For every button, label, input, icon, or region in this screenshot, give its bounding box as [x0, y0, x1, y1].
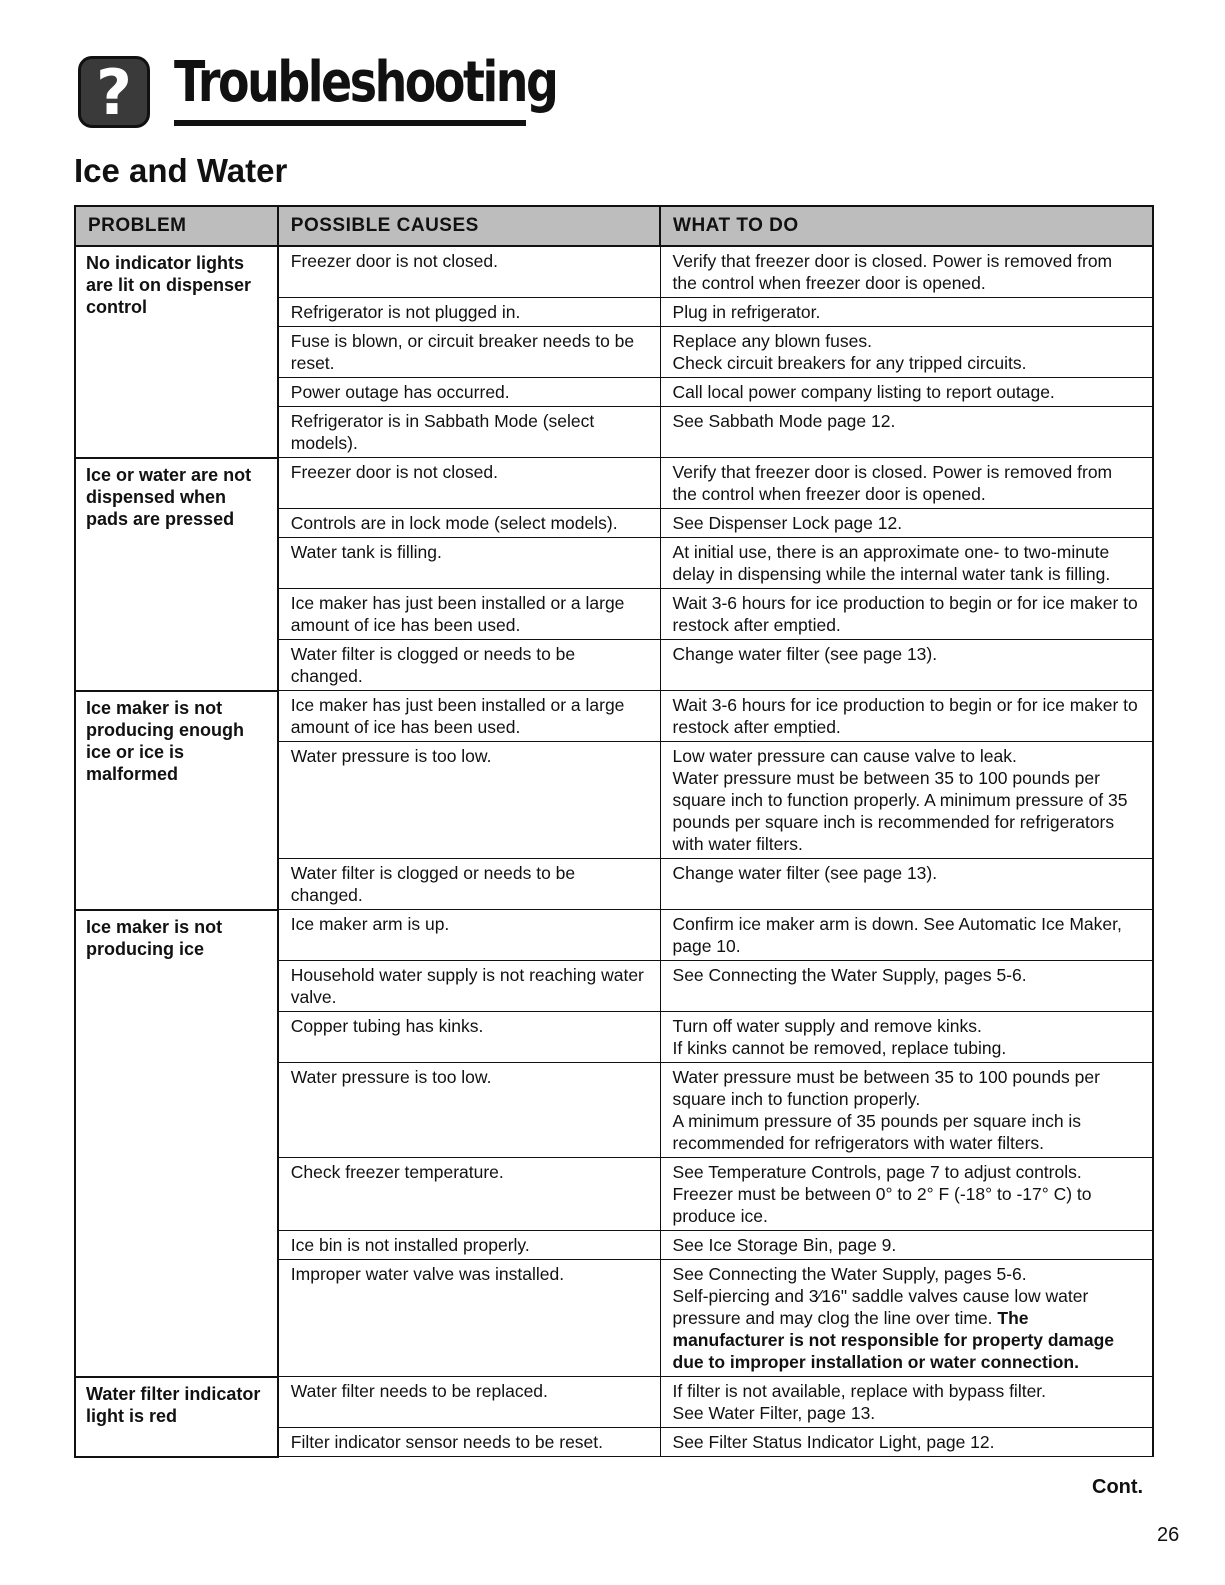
problem-cell: Ice or water are not dispensed when pads are pressed — [75, 458, 278, 691]
question-mark-icon: ? — [78, 56, 150, 128]
what-to-do-cell — [660, 1012, 1153, 1063]
problem-cell: Water filter indicator light is red — [75, 1377, 278, 1457]
what-to-do-cell — [660, 1260, 1153, 1377]
continued-label: Cont. — [1092, 1476, 1144, 1498]
what-to-do-cell — [660, 961, 1153, 1012]
problem-cell: Ice maker is not producing enough ice or ice is malformed — [75, 691, 278, 910]
what-to-do-text: Confirm ice maker arm is down. See Automatic Ice Maker, page 10. — [672, 914, 1122, 956]
cause-cell: Check freezer temperature. — [278, 1158, 660, 1231]
cause-cell: Refrigerator is in Sabbath Mode (select models). — [278, 407, 660, 458]
column-header-problem: PROBLEM — [75, 206, 278, 246]
what-to-do-cell — [660, 378, 1153, 407]
cause-cell: Water pressure is too low. — [278, 1063, 660, 1158]
cause-cell: Refrigerator is not plugged in. — [278, 298, 660, 327]
troubleshooting-table — [74, 205, 1154, 1458]
table-row — [75, 458, 1153, 509]
what-to-do-cell — [660, 246, 1153, 298]
what-to-do-cell — [660, 691, 1153, 742]
what-to-do-cell — [660, 589, 1153, 640]
what-to-do-cell — [660, 298, 1153, 327]
cause-cell: Power outage has occurred. — [278, 378, 660, 407]
what-to-do-text: Replace any blown fuses. Check circuit breakers for any tripped circuits. — [672, 331, 1027, 373]
what-to-do-text: See Dispenser Lock page 12. — [672, 513, 903, 533]
problem-cell: No indicator lights are lit on dispenser control — [75, 246, 278, 458]
what-to-do-cell — [660, 407, 1153, 458]
what-to-do-text: See Connecting the Water Supply, pages 5-6. Self-piercing and 3⁄16" saddle valves cause low water pressure and may clog the line over time. — [672, 1264, 1089, 1328]
cause-cell: Ice maker arm is up. — [278, 910, 660, 961]
liability-notice: The manufacturer is not responsible for property damage due to improper installation or water connection. — [672, 1308, 1114, 1372]
what-to-do-cell — [660, 1428, 1153, 1457]
cause-cell: Ice maker has just been installed or a large amount of ice has been used. — [278, 589, 660, 640]
problem-cell: Ice maker is not producing ice — [75, 910, 278, 1377]
table-row — [75, 691, 1153, 742]
what-to-do-cell — [660, 910, 1153, 961]
what-to-do-text: Change water filter (see page 13). — [672, 863, 938, 883]
what-to-do-cell — [660, 859, 1153, 910]
what-to-do-text: Change water filter (see page 13). — [672, 644, 938, 664]
what-to-do-text: Turn off water supply and remove kinks. If kinks cannot be removed, replace tubing. — [672, 1016, 1007, 1058]
page-header — [78, 48, 557, 130]
what-to-do-text: Call local power company listing to report outage. — [672, 382, 1055, 402]
section-title: Ice and Water — [74, 152, 288, 189]
cause-cell: Copper tubing has kinks. — [278, 1012, 660, 1063]
cause-cell: Ice maker has just been installed or a large amount of ice has been used. — [278, 691, 660, 742]
what-to-do-cell — [660, 1063, 1153, 1158]
what-to-do-text: Wait 3-6 hours for ice production to begin or for ice maker to restock after emptied. — [672, 695, 1138, 737]
column-header-causes: POSSIBLE CAUSES — [278, 206, 660, 246]
cause-cell: Water filter is clogged or needs to be changed. — [278, 859, 660, 910]
what-to-do-text: Wait 3-6 hours for ice production to begin or for ice maker to restock after emptied. — [672, 593, 1138, 635]
what-to-do-text: Water pressure must be between 35 to 100 pounds per square inch to function properly. A minimum pressure of 35 pounds per square inch is recommended for refrigerators with water filters. — [672, 1067, 1100, 1153]
what-to-do-cell — [660, 538, 1153, 589]
cause-cell: Water tank is filling. — [278, 538, 660, 589]
what-to-do-text: Low water pressure can cause valve to leak. Water pressure must be between 35 to 100 pounds per square inch to function properly. A minimum pressure of 35 pounds per square inch is recommended for refrigerators with water filters. — [672, 746, 1128, 854]
cause-cell: Freezer door is not closed. — [278, 458, 660, 509]
what-to-do-text: See Sabbath Mode page 12. — [672, 411, 896, 431]
table-row — [75, 1377, 1153, 1428]
cause-cell: Freezer door is not closed. — [278, 246, 660, 298]
what-to-do-cell — [660, 458, 1153, 509]
what-to-do-cell — [660, 1231, 1153, 1260]
what-to-do-cell — [660, 509, 1153, 538]
what-to-do-text: Plug in refrigerator. — [672, 302, 821, 322]
what-to-do-text: See Connecting the Water Supply, pages 5-6. — [672, 965, 1027, 985]
what-to-do-text: See Temperature Controls, page 7 to adjust controls. Freezer must be between 0° to 2° F (-18° to -17° C) to produce ice. — [672, 1162, 1092, 1226]
cause-cell: Water filter needs to be replaced. — [278, 1377, 660, 1428]
table-body — [75, 246, 1153, 1457]
what-to-do-cell — [660, 327, 1153, 378]
cause-cell: Improper water valve was installed. — [278, 1260, 660, 1377]
table-row — [75, 246, 1153, 298]
title-underline — [174, 120, 526, 126]
page-title: Troubleshooting — [174, 50, 557, 115]
what-to-do-text: See Filter Status Indicator Light, page 12. — [672, 1432, 995, 1452]
cause-cell: Ice bin is not installed properly. — [278, 1231, 660, 1260]
what-to-do-text: Verify that freezer door is closed. Power is removed from the control when freezer door is opened. — [672, 462, 1113, 504]
cause-cell: Fuse is blown, or circuit breaker needs to be reset. — [278, 327, 660, 378]
cause-cell: Water filter is clogged or needs to be changed. — [278, 640, 660, 691]
table-header-row — [75, 206, 1153, 246]
what-to-do-text: Verify that freezer door is closed. Power is removed from the control when freezer door is opened. — [672, 251, 1113, 293]
what-to-do-cell — [660, 640, 1153, 691]
what-to-do-cell — [660, 1377, 1153, 1428]
cause-cell: Water pressure is too low. — [278, 742, 660, 859]
what-to-do-cell — [660, 1158, 1153, 1231]
page-number: 26 — [1157, 1524, 1180, 1546]
table-row — [75, 910, 1153, 961]
what-to-do-cell — [660, 742, 1153, 859]
what-to-do-text: At initial use, there is an approximate one- to two-minute delay in dispensing while the internal water tank is filling. — [672, 542, 1111, 584]
cause-cell: Household water supply is not reaching water valve. — [278, 961, 660, 1012]
what-to-do-text: See Ice Storage Bin, page 9. — [672, 1235, 897, 1255]
cause-cell: Filter indicator sensor needs to be reset. — [278, 1428, 660, 1457]
cause-cell: Controls are in lock mode (select models). — [278, 509, 660, 538]
column-header-what-to-do: WHAT TO DO — [660, 206, 1153, 246]
what-to-do-text: If filter is not available, replace with bypass filter. See Water Filter, page 13. — [672, 1381, 1047, 1423]
